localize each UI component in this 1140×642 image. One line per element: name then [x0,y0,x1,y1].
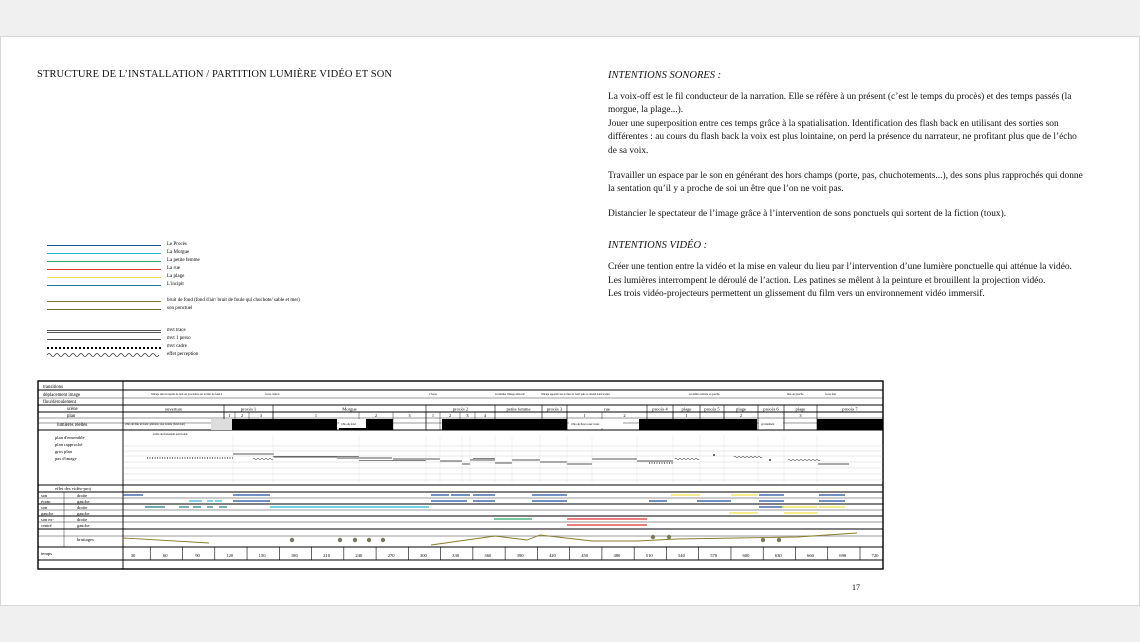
row-label-centre: centré [41,523,52,528]
deplacement-note: au mullne l'image débordé [495,393,525,396]
light-note-sub: arrêté du flottement petit fonds [153,433,188,436]
row-label-deplacement: déplacement image [43,393,81,398]
legend-swatch [47,309,161,310]
son-ponctuel-dot [290,538,294,542]
video-paragraph-2: Les trois vidéo-projecteurs permettent un glissement du film vers un environnement vidéo immersif. [608,289,985,300]
effet-perception-line [788,459,820,461]
legend-item [47,266,377,272]
row-label-son: son [41,505,48,510]
son-ponctuel-dot [381,538,385,542]
legend-swatch [47,253,161,254]
plan-number: 2 [623,413,626,418]
legend-item [47,306,377,312]
intentions-sonores-title: INTENTIONS SONORES : [608,70,722,81]
scene-label: procès 2 [452,406,469,412]
bruitage-line [123,533,857,545]
legend-item [47,298,377,304]
row-label-plan-ensemble: plan d'ensemble [55,435,85,440]
row-label-gros-plan: gros plan [55,449,72,454]
plan-number: 2 [448,413,452,418]
row-label-gauche: gauche [77,523,90,528]
legend-item [47,242,377,248]
time-label: 540 [677,553,685,558]
deplacement-note: focus mur [825,393,837,396]
time-label: 150 [258,553,266,558]
scene-label: plage [681,406,692,412]
plan-number: 3 [259,413,263,418]
row-label-son-ex: son ex- [41,517,54,522]
son-ponctuel-dot [651,535,655,539]
time-label: 30 [130,553,136,558]
light-block [232,419,337,430]
row-label-ecran: écran [41,499,51,504]
row-label-scene: scène [67,407,78,412]
plan-number: 1 [431,413,435,418]
legend-swatch [47,277,161,278]
plan-number: 1 [314,413,318,418]
plan-number: 1 [583,413,586,418]
time-label: 450 [581,553,589,558]
time-label: 180 [290,553,298,558]
plan-number: 3 [799,413,802,418]
legend-swatch [47,261,161,262]
light-block [442,419,567,430]
sonores-paragraph-1: La voix-off est le fil conducteur de la narration. Elle se réfère à un présent (c’est le temps du procès) et des temps passés (la morgue, la plage...). [608,91,1072,116]
time-label: 330 [452,553,460,558]
time-label: 90 [195,553,200,558]
scene-label: plage [795,406,806,412]
legend-label: bruit de fond (fond d'air/ bruit de foule qui chuchote/ sable et mer) [167,298,300,303]
legend-swatch [47,347,161,349]
legend-swatch [47,301,161,302]
row-label-transitions: transitions [43,385,63,390]
legend-item [47,328,377,334]
row-label-droite: droite [77,493,88,498]
son-ponctuel-dot [761,538,765,542]
son-ponctuel-dot [777,538,781,542]
legend-label: effet perception [167,352,199,357]
time-label: 720 [871,553,879,558]
legend-swatch [47,339,161,340]
row-label-pas-image: pas d'image [55,456,77,461]
effet-perception-line [253,458,273,460]
deplacement-note: l'image apparaît sur le mur de fond puis se rétend dans le mur [541,393,610,396]
son-ponctuel-dot [667,535,671,539]
deplacement-note: l'image suit un rapide de noir un procédure sur le mur de fond à [151,393,223,396]
scene-label: Morgue [342,406,357,412]
page [0,36,1140,606]
row-label-plan: plan [67,414,76,419]
row-label-lumieres: lumières réelles [57,423,88,428]
light-note: gravitement [761,423,775,426]
scene-label: procès 6 [763,406,779,412]
son-ponctuel-dot [338,538,342,542]
plan-number: 2 [374,413,378,418]
time-label: 480 [613,553,621,558]
legend-label: La rue [167,266,180,271]
legend-item [47,336,377,342]
legend-label: Le Procès [167,242,187,247]
legend-swatch [47,352,161,358]
legend-item [47,274,377,280]
scene-label: ouverture [164,406,183,412]
row-label-plan-rapproche: plan rapproché [55,442,83,447]
time-label: 510 [645,553,653,558]
deplacement-note: focus central [265,393,280,396]
row-label-droite: droite [77,517,88,522]
plan-number: 3 [466,413,469,418]
time-label: 240 [355,553,363,558]
legend-label: La Morgue [167,250,190,255]
light-block [817,419,883,430]
row-label-effets: effet des vidéo-proj [55,486,91,491]
scene-label: procès 4 [652,406,668,412]
time-label: 660 [807,553,814,558]
legend-label: mvt cadre [167,344,187,349]
sonores-paragraph-4: Distancier le spectateur de l’image grâce à l’intervention de sons ponctuels qui sortent de la fiction (toux). [608,208,1007,219]
scene-label: procès 7 [842,406,858,412]
intentions-column [608,69,1084,313]
time-label: 120 [226,553,234,558]
effet-perception-line [734,456,762,458]
son-ponctuel-dot [367,538,371,542]
time-label: 210 [323,553,331,558]
legend-item [47,250,377,256]
deplacement-note: mur de gauche [787,393,804,396]
deplacement-note: au défilé centrale et gauche [689,393,720,396]
video-paragraph-1: Créer une tention entre la vidéo et la mise en valeur du lieu par l’intervention d’une lumière ponctuelle qui atténue la vidéo. Les lumières interrompent le déroulé de l’action. Les patines se mêlent à la peinture et brouillent la projection vidéo. [608,261,1072,286]
row-label-flou: flou/déroulement [43,400,77,405]
sonores-paragraph-3: Travailler un espace par le son en générant des hors champs (porte, pas, chuchotements...), des sons plus rapprochés qui donne la sentation qu’il y a proche de soi un être que l’on ne voit pas. [608,170,1083,195]
point-mark [769,459,771,461]
intentions-video-title: INTENTIONS VIDÉO : [608,240,708,252]
light-note: lchia du fond [341,423,356,426]
effet-perception-line [675,458,699,460]
son-ponctuel-dot [353,538,357,542]
time-label: 300 [419,553,427,558]
row-label-gauche: gauche [77,499,90,504]
page-heading: STRUCTURE DE L’INSTALLATION / PARTITION LUMIÈRE VIDÉO ET SON [37,69,393,80]
light-block [639,419,757,430]
legend-label: mvt 1 perso [167,336,191,341]
time-label: 630 [774,553,782,558]
light-note: lchia du fleur rouer vesse [571,423,600,426]
partition-table [37,380,885,570]
scene-label: rue [604,406,610,412]
point-mark [713,454,715,456]
row-label-bruitages: bruitages [77,537,94,542]
row-label-gauche: gauche [41,511,54,516]
legend-swatch [47,269,161,270]
time-label: 420 [548,553,556,558]
scene-label: procès 3 [546,406,563,412]
light-note: lchia du mur en fond ,plafond, spot tourne (fond noir) [125,423,186,426]
plan-number: 4 [483,413,487,418]
legend-item [47,352,377,358]
sonores-paragraph-2: Jouer une superposition entre ces temps grâce à la spatialisation. Identification des flash back en utilisant des sorties son différentes : au cours du flash back la voix est plus lointaine, on perd la présence du narrateur, ne profitant plus que de l’écho de sa voix. [608,118,1077,156]
time-label: 60 [162,553,168,558]
time-label: 690 [839,553,847,558]
plan-number: 1 [685,413,688,418]
legend-item [47,344,377,350]
plan-number: 1 [228,413,231,418]
deplacement-note: 2 focus [429,393,438,396]
legend-label: son ponctuel [167,306,193,311]
row-label-son: son [41,493,48,498]
scene-label: petite femme [506,406,531,412]
legend-label: L'incipit [167,282,184,287]
plan-number: 3 [408,413,411,418]
row-label-droite: droite [77,505,88,510]
time-label: 390 [516,553,524,558]
legend-swatch [47,245,161,246]
legend-item [47,282,377,288]
scene-label: procès 1 [240,406,257,412]
legend-swatch [47,330,161,333]
page-number: 17 [852,583,860,592]
legend-label: mvt trace [167,328,186,333]
time-label: 600 [742,553,750,558]
legend-item [47,258,377,264]
scene-label: procès 5 [704,406,720,412]
time-label: 270 [387,553,395,558]
time-label: 570 [710,553,718,558]
light-block-grey [211,419,232,430]
plan-number: 2 [739,413,743,418]
legend-label: La petite femme [167,258,200,263]
legend-label: La plage [167,274,185,279]
plan-number: 2 [240,413,244,418]
row-label-gauche: gauche [77,511,90,516]
row-label-temps: temps [41,551,52,556]
scene-label: plage [736,406,746,412]
time-label: 360 [484,553,492,558]
legend-swatch [47,285,161,286]
